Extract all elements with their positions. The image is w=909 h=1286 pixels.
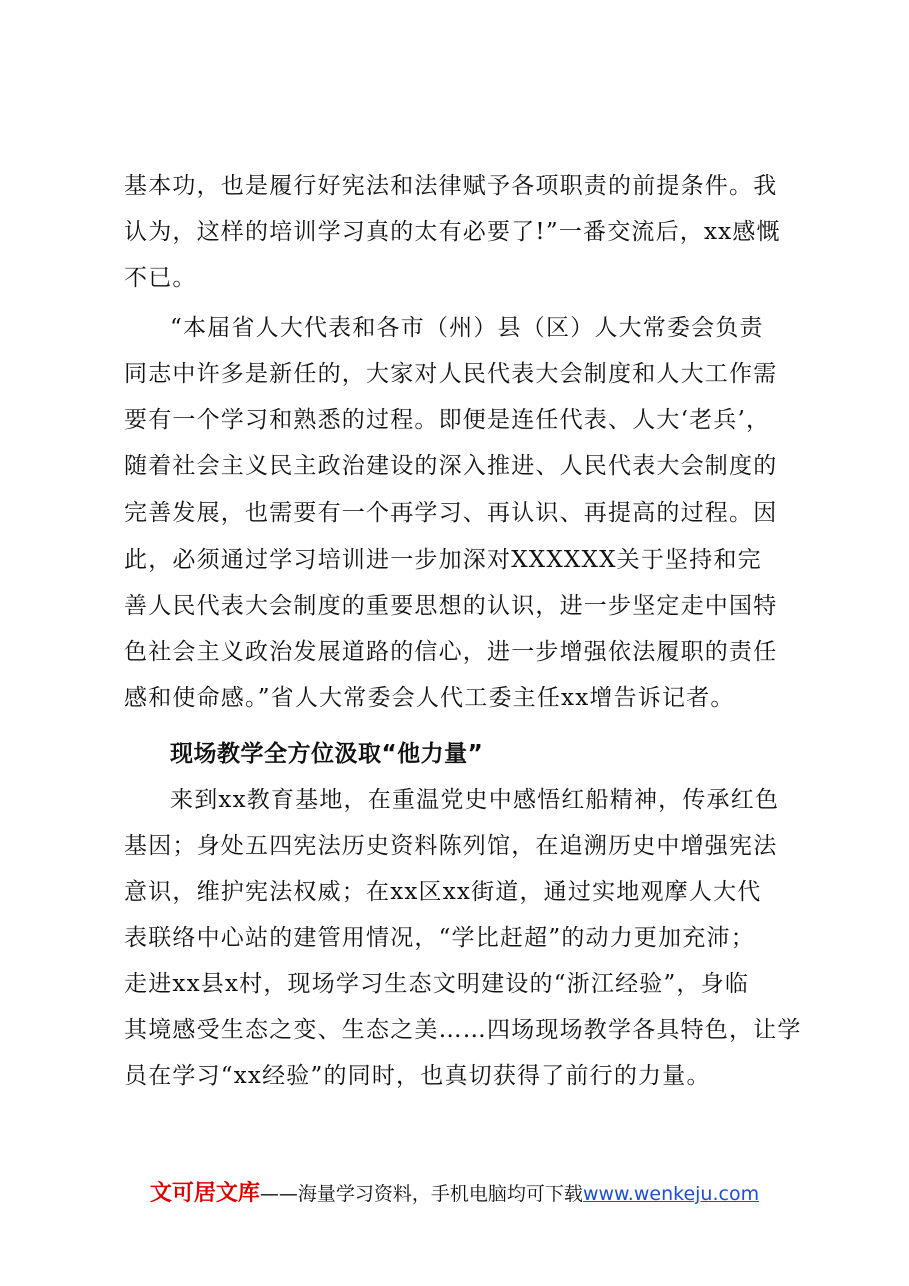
paragraph-line: 完善发展，也需要有一个再学习、再认识、再提高的过程。因 xyxy=(124,500,778,526)
paragraph-line: 随着社会主义民主政治建设的深入推进、人民代表大会制度的 xyxy=(124,453,778,479)
paragraph-line: 同志中许多是新任的，大家对人民代表大会制度和人大工作需 xyxy=(124,361,778,387)
paragraph-line: 此，必须通过学习培训进一步加深对XXXXXX关于坚持和完 xyxy=(124,547,762,573)
paragraph-line: 来到xx教育基地，在重温党史中感悟红船精神，传承红色 xyxy=(170,787,780,813)
paragraph-line: 感和使命感。”省人大常委会人代工委主任xx增告诉记者。 xyxy=(124,685,735,711)
footer-website-link[interactable]: www.wenkeju.com xyxy=(582,1183,760,1205)
paragraph-line: 要有一个学习和熟悉的过程。即便是连任代表、人大‘老兵’， xyxy=(124,407,771,433)
paragraph-line: 意识，维护宪法权威；在xx区xx街道，通过实地观摩人大代 xyxy=(124,879,762,905)
paragraph-line: 基本功，也是履行好宪法和法律赋予各项职责的前提条件。我 xyxy=(124,173,778,199)
footer-brand: 文可居文库 xyxy=(149,1181,260,1206)
footer-tagline: ——海量学习资料，手机电脑均可下载 xyxy=(259,1183,583,1205)
paragraph-line: 其境感受生态之变、生态之美……四场现场教学各具特色，让学 xyxy=(124,1017,802,1043)
paragraph-line: 认为，这样的培训学习真的太有必要了!”一番交流后，xx感慨 xyxy=(124,219,781,245)
footer-banner xyxy=(0,1180,909,1208)
section-heading: 现场教学全方位汲取“他力量” xyxy=(170,741,484,767)
paragraph-line: 员在学习“xx经验”的同时，也真切获得了前行的力量。 xyxy=(124,1063,711,1089)
paragraph-line: 不已。 xyxy=(124,265,197,291)
paragraph-line: 走进xx县x村，现场学习生态文明建设的“浙江经验”，身临 xyxy=(124,971,750,997)
paragraph-line: 表联络中心站的建管用情况，“学比赶超”的动力更加充沛； xyxy=(124,925,755,951)
paragraph-line: “本届省人大代表和各市（州）县（区）人大常委会负责 xyxy=(170,315,764,341)
paragraph-line: 善人民代表大会制度的重要思想的认识，进一步坚定走中国特 xyxy=(124,593,778,619)
paragraph-line: 基因；身处五四宪法历史资料陈列馆，在追溯历史中增强宪法 xyxy=(124,833,778,859)
paragraph-line: 色社会主义政治发展道路的信心，进一步增强依法履职的责任 xyxy=(124,639,778,665)
